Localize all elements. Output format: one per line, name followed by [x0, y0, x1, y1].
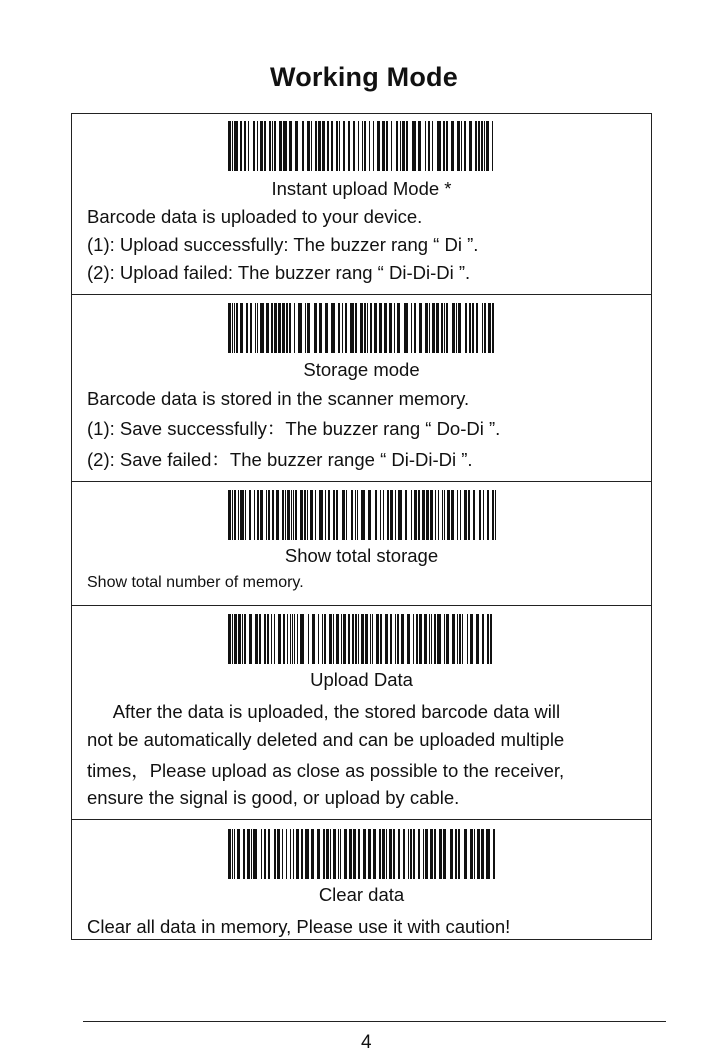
section-caption: Show total storage: [284, 545, 439, 566]
section-instant-upload: [72, 114, 651, 294]
section-text-line: not be automatically deleted and can be uploaded multiple: [87, 729, 565, 750]
footer-divider: [83, 1021, 666, 1022]
section-caption: Storage mode: [303, 359, 420, 380]
section-text-line: (1): Upload successfully: The buzzer rang “ Di ”.: [87, 234, 479, 255]
page-number: 4: [361, 1032, 372, 1053]
section-text-line: (1): Save successfully：The buzzer rang “ Do-Di ”.: [87, 418, 501, 439]
barcode-instant-upload[interactable]: [228, 121, 496, 171]
barcode-table: [71, 113, 652, 940]
section-caption: Upload Data: [310, 669, 413, 690]
section-text-line: ensure the signal is good, or upload by cable.: [87, 787, 460, 808]
barcode-show-total-storage[interactable]: [228, 490, 496, 540]
section-text-line: (2): Save failed：The buzzer range “ Di-Di-Di ”.: [87, 449, 473, 470]
section-text-line: Barcode data is uploaded to your device.: [87, 206, 423, 227]
barcode-clear-data[interactable]: [228, 829, 496, 879]
section-text-line: (2): Upload failed: The buzzer rang “ Di-Di-Di ”.: [87, 262, 471, 283]
section-caption: Clear data: [318, 884, 405, 905]
section-text-line: Show total number of memory.: [87, 574, 304, 591]
section-upload-data: [72, 605, 651, 820]
section-text-line: After the data is uploaded, the stored barcode data will: [87, 701, 561, 722]
barcode-upload-data[interactable]: [228, 614, 496, 664]
section-storage-mode: [72, 294, 651, 482]
page-title: Working Mode: [270, 62, 458, 92]
barcode-storage-mode[interactable]: [228, 303, 496, 353]
section-clear-data: [72, 819, 651, 939]
section-show-total-storage: [72, 481, 651, 606]
section-text-line: times，Please upload as close as possible to the receiver,: [87, 760, 565, 781]
section-caption: Instant upload Mode *: [271, 178, 452, 199]
section-text-line: Barcode data is stored in the scanner memory.: [87, 388, 470, 409]
section-text-line: Clear all data in memory, Please use it with caution!: [87, 916, 511, 937]
